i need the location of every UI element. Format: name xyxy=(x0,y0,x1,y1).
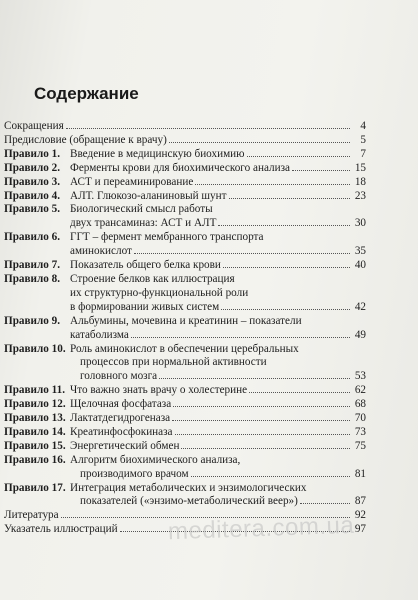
toc-entry-label: Правило 14. xyxy=(4,425,66,438)
leader-dots xyxy=(66,128,350,129)
toc-entry-continuation: головного мозга xyxy=(80,370,158,383)
toc-entry-page: 4 xyxy=(360,120,366,132)
toc-entry-label: Правило 10. xyxy=(4,342,66,355)
toc-entry-page: 87 xyxy=(354,495,366,508)
toc-entry-title: Алгоритм биохимического анализа, xyxy=(70,453,241,466)
toc-entry-label: Правило 11. xyxy=(4,384,66,397)
toc-entry-page: 70 xyxy=(354,412,366,425)
toc-entry-page: 73 xyxy=(354,425,366,438)
toc-entry-title: Предисловие (обращение к врачу) xyxy=(4,133,167,146)
leader-dots xyxy=(131,337,350,338)
toc-entry-title: Альбумины, мочевина и креатинин – показатели xyxy=(70,314,302,327)
toc-entry xyxy=(4,426,366,440)
toc-entry-continuation: катаболизма xyxy=(70,328,129,341)
leader-dots xyxy=(195,184,350,185)
toc-entry-continuation: процессов при нормальной активности xyxy=(80,356,267,369)
toc-entry-title: Указатель иллюстраций xyxy=(4,523,118,536)
toc-entry xyxy=(4,148,366,162)
toc-entry-title: Показатель общего белка крови xyxy=(70,259,221,272)
toc-entry-continuation: в формировании живых систем xyxy=(70,300,220,313)
toc-entry-title: Роль аминокислот в обеспечении церебральных xyxy=(70,342,299,355)
toc-entry xyxy=(4,120,366,134)
toc-entry-page: 42 xyxy=(354,300,366,313)
toc-entry-label: Правило 4. xyxy=(4,189,61,202)
toc-entry xyxy=(4,315,366,343)
leader-dots xyxy=(169,142,350,143)
toc-entry-page: 81 xyxy=(354,467,366,480)
leader-dots xyxy=(218,225,350,226)
toc-entry-page: 68 xyxy=(354,398,366,411)
toc-entry xyxy=(4,176,366,190)
toc-entry-title: Интеграция метаболических и энзимологических xyxy=(70,481,307,494)
toc-entry-title: АЛТ. Глюкозо-аланиновый шунт xyxy=(70,189,227,202)
leader-dots xyxy=(134,253,350,254)
toc-entry xyxy=(4,482,366,510)
leader-dots xyxy=(159,378,350,379)
toc-entry-title: Введение в медицинскую биохимию xyxy=(70,147,245,160)
toc-entry xyxy=(4,190,366,204)
watermark: meditera.com.ua xyxy=(167,511,355,546)
toc-entry-title: Сокращения xyxy=(4,120,64,132)
toc-entry-page: 15 xyxy=(354,161,366,174)
leader-dots xyxy=(229,198,350,199)
toc-entry-label: Правило 15. xyxy=(4,439,66,452)
toc-entry-label: Правило 2. xyxy=(4,161,61,174)
toc-entry-title: Креатинфосфокиназа xyxy=(70,425,173,438)
leader-dots xyxy=(221,309,350,310)
toc-entry-title: ГГТ – фермент мембранного транспорта xyxy=(70,231,264,244)
toc-entry-continuation: показателей («энзимо-метаболический веер») xyxy=(80,495,298,508)
leader-dots xyxy=(292,170,350,171)
toc-entry-continuation: аминокислот xyxy=(70,245,132,258)
toc-entry-continuation: двух трансаминаз: АСТ и АЛТ xyxy=(70,217,217,230)
toc-entry-label: Правило 5. xyxy=(4,203,61,216)
toc-entry-title: Что важно знать врачу о холестерине xyxy=(70,384,248,397)
toc-entry xyxy=(4,412,366,426)
toc-entry-title: Биологический смысл работы xyxy=(70,203,213,216)
toc-entry-page: 75 xyxy=(354,439,366,452)
toc-heading: Содержание xyxy=(34,84,139,103)
toc-entry-label: Правило 9. xyxy=(4,314,61,327)
leader-dots xyxy=(172,420,350,421)
leader-dots xyxy=(247,156,351,157)
toc-entry-page: 5 xyxy=(360,133,366,146)
toc-entry xyxy=(4,259,366,273)
toc-entry-page: 35 xyxy=(354,245,366,258)
toc-entry-label: Правило 13. xyxy=(4,412,66,425)
toc-entry-label: Правило 16. xyxy=(4,453,66,466)
toc-entry xyxy=(4,343,366,385)
toc-entry-page: 40 xyxy=(354,259,366,272)
toc-entry-title: Лактатдегидрогеназа xyxy=(70,412,171,425)
toc-entry-title: Ферменты крови для биохимического анализа xyxy=(70,161,290,174)
toc-entry-title: АСТ и переаминирование xyxy=(70,175,194,188)
toc-entry-title: Литература xyxy=(4,509,59,522)
toc-entry-title: Строение белков как иллюстрация xyxy=(70,272,235,285)
toc-entry-label: Правило 1. xyxy=(4,147,61,160)
toc-entry xyxy=(4,203,366,231)
toc-entry-page: 97 xyxy=(354,523,366,536)
leader-dots xyxy=(249,392,350,393)
leader-dots xyxy=(300,503,350,504)
leader-dots xyxy=(181,448,350,449)
toc-entry-label: Правило 12. xyxy=(4,398,66,411)
toc-entry-label: Правило 6. xyxy=(4,231,61,244)
toc-entry-label: Правило 3. xyxy=(4,175,61,188)
toc-entry-label: Правило 17. xyxy=(4,481,66,494)
toc-entry-title: Щелочная фосфатаза xyxy=(70,398,172,411)
toc-entry xyxy=(4,273,366,315)
toc-entry-page: 49 xyxy=(354,328,366,341)
toc-entry-continuation: их структурно-функциональной роли xyxy=(70,286,249,299)
toc-list xyxy=(4,120,366,537)
leader-dots xyxy=(175,434,350,435)
toc-entry xyxy=(4,440,366,454)
toc-entry-title: Энергетический обмен xyxy=(70,439,180,452)
leader-dots xyxy=(191,476,350,477)
toc-entry-page: 53 xyxy=(354,370,366,383)
toc-entry xyxy=(4,454,366,482)
toc-entry xyxy=(4,134,366,148)
toc-entry-page: 62 xyxy=(354,384,366,397)
toc-entry-label: Правило 8. xyxy=(4,272,61,285)
toc-entry-continuation: производимого врачом xyxy=(80,467,189,480)
leader-dots xyxy=(223,267,350,268)
toc-entry xyxy=(4,398,366,412)
toc-entry-label: Правило 7. xyxy=(4,259,61,272)
toc-entry xyxy=(4,162,366,176)
toc-entry-page: 92 xyxy=(354,509,366,522)
toc-entry-page: 23 xyxy=(354,189,366,202)
toc-entry xyxy=(4,231,366,259)
toc-entry-page: 30 xyxy=(354,217,366,230)
toc-entry-page: 18 xyxy=(354,175,366,188)
leader-dots xyxy=(173,406,350,407)
toc-entry-page: 7 xyxy=(360,147,366,160)
toc-entry xyxy=(4,384,366,398)
